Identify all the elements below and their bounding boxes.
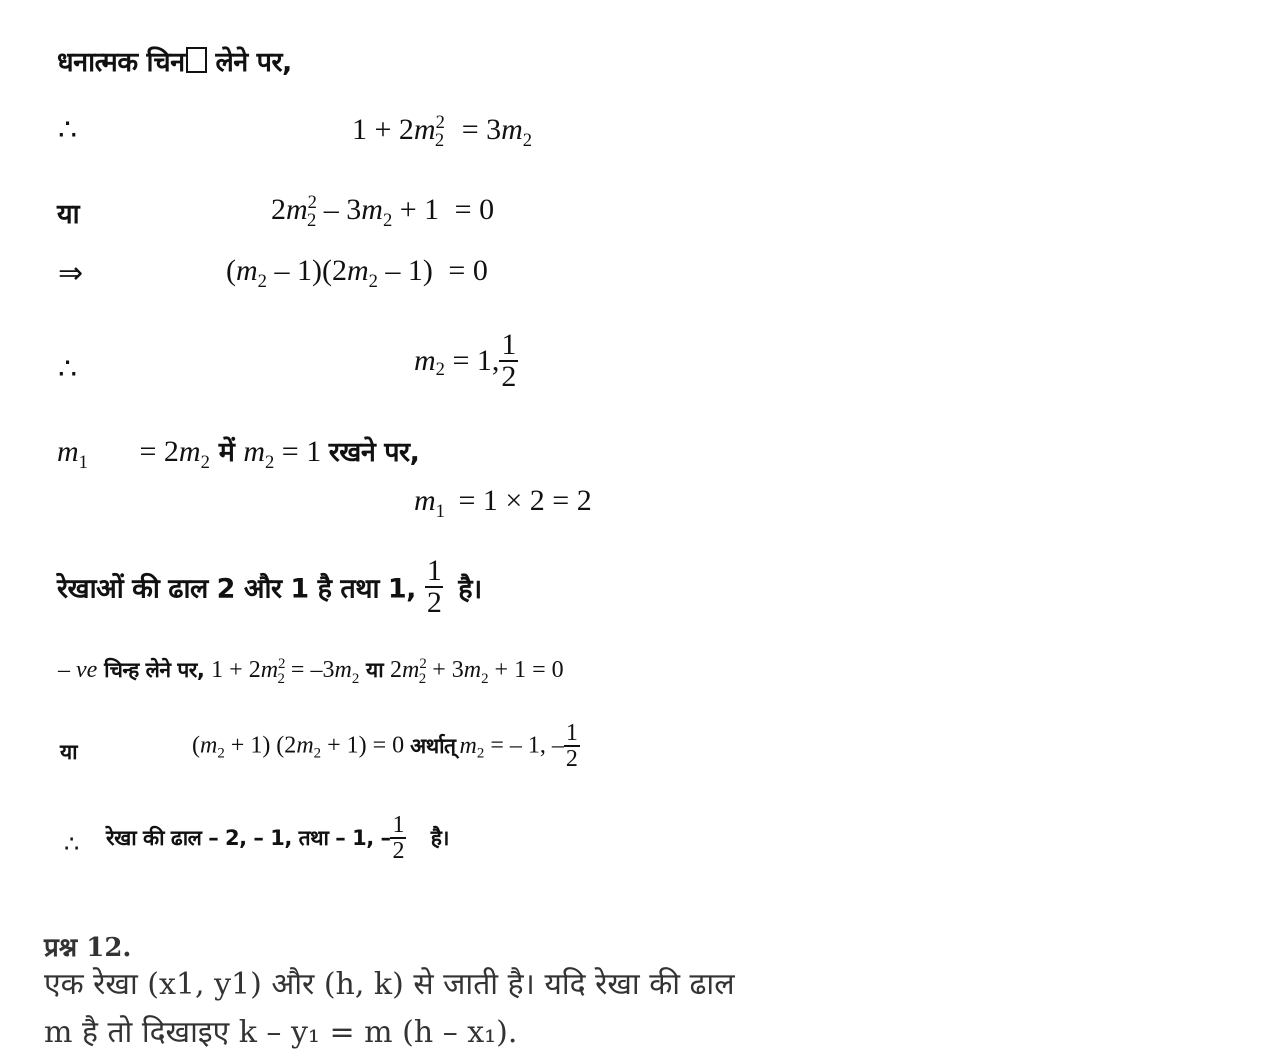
line9-a: – ve [58,657,98,683]
final-slopes-line [106,813,449,863]
line9-var1: m [260,657,279,683]
line9-var2: m [334,657,352,683]
line10-sub2: 2 [313,745,322,762]
equation-line-7 [414,484,592,523]
therefore-symbol-2: ∴ [58,353,78,386]
line8-text: रेखाओं की ढाल 2 और 1 है तथा 1, [57,573,416,605]
eq2-lhs: 1 + 2 [352,113,414,146]
missing-glyph-box [186,47,207,73]
line1-text: धनात्मक चिन [57,47,185,78]
line9-var4: m [463,657,482,683]
line10-b: + 1) (2 [224,732,297,759]
word-ya-1: या [57,199,80,230]
line10-den: 2 [565,746,578,772]
eq4-var2: m [346,254,369,287]
line10-var1: m [200,732,218,759]
eq2-rhs-var: m [501,113,523,146]
therefore-symbol-3: ∴ [64,832,80,858]
eq5-den: 2 [501,360,517,393]
eq6-m1: m [57,435,79,468]
equation-line-2 [352,112,532,152]
line9-sub2: 2 [351,670,360,687]
eq2-sub: 2 [434,130,445,151]
eq5-var: m [414,344,436,377]
eq3-b: – 3 [323,193,362,226]
line9-b: चिन्ह लेने पर, [97,658,212,682]
eq4-mid: – 1)(2 [266,254,347,287]
line8-num: 1 [426,554,442,587]
line9-sub4: 2 [481,670,489,687]
eq3-sub: 2 [306,210,317,231]
eq6-var: m [178,435,201,468]
question-title: प्रश्न 12. [44,933,132,963]
eq7-eq: = 1 × 2 = 2 [458,484,592,517]
line10-sub1: 2 [217,745,225,762]
eq6-var2: m [243,435,265,468]
line10-c: + 1) = 0 [321,732,411,759]
line9-var3: m [402,657,420,683]
eq3-var: m [286,193,308,226]
line10-var2: m [296,732,314,759]
eq3-rhs: = 0 [454,193,495,226]
line11-num: 1 [392,812,404,838]
eq2-rhs: = 3 [461,113,502,146]
eq2-rhs-sub: 2 [522,130,533,151]
line9-d: = –3 [284,657,335,683]
eq2-var: m [413,113,436,146]
eq3-c: + 1 [399,193,440,226]
line9-g: + 3 [426,657,464,683]
line8-fraction [425,556,444,618]
word-ya-2: या [60,740,78,764]
eq7-sub: 1 [435,501,445,522]
eq3-var2: m [361,193,383,226]
line1-tail: लेने पर, [206,47,292,78]
line9-sup3: 2 [419,656,427,672]
eq4-rhs: = 0 [448,254,488,287]
eq6-text2: = 1 [274,435,329,468]
question-line-2: m है तो दिखाइए k – y₁ = m (h – x₁). [44,1015,518,1050]
line11-tail: है। [430,826,449,850]
line9-h: + 1 = 0 [488,657,564,683]
eq4-var1: m [236,254,258,287]
therefore-symbol-1: ∴ [58,114,78,147]
line11-den: 2 [392,838,404,864]
eq4-sub1: 2 [257,271,267,292]
line9-e: या [359,658,390,682]
line11-text: रेखा की ढाल – 2, – 1, तथा – 1, – [106,826,391,850]
equation-line-3 [271,192,494,232]
equation-line-4 [226,254,488,293]
negative-sign-line [58,656,564,688]
eq6-text1: में [209,437,244,468]
line9-sub3: 2 [418,670,427,687]
question-line-1: एक रेखा (x1, y1) और (h, k) से जाती है। यदि रेखा की ढाल [44,967,735,1002]
line10-num: 1 [565,720,578,746]
eq3-sup: 2 [307,192,317,213]
eq6-sub: 2 [200,452,210,473]
line9-c: 1 + 2 [211,657,261,683]
line10-var3: m [459,732,477,759]
eq4-close: – 1) [377,254,433,287]
eq6-m1-sub: 1 [78,452,88,473]
eq5-num: 1 [501,328,517,361]
slopes-statement [57,556,482,618]
line9-sup1: 2 [278,656,286,672]
line8-den: 2 [426,586,442,619]
line11-fraction [390,813,406,863]
line10-fraction [564,721,580,771]
eq5-fraction [499,330,518,392]
heading-positive-sign [57,42,292,79]
equation-line-6 [57,432,419,474]
line10-d: अर्थात् [410,734,456,758]
eq4-open: ( [226,254,236,287]
eq6-eq: = 2 [139,435,179,468]
line10-sub3: 2 [476,745,485,762]
eq3-a: 2 [271,193,286,226]
line9-f: 2 [390,657,402,683]
eq5-sub: 2 [435,358,445,380]
line10-a: ( [192,732,200,759]
line10-e: = – 1, – [484,732,564,759]
eq6-text3: रखने पर, [328,437,420,468]
line8-tail: है। [458,573,482,605]
eq6-sub2: 2 [264,452,275,473]
implies-symbol: ⇒ [58,257,84,290]
line9-sub1: 2 [277,670,285,687]
eq7-var: m [414,484,436,517]
eq5-eq: = 1, [452,344,500,377]
eq4-sub2: 2 [368,271,378,292]
eq2-sup: 2 [435,112,445,133]
eq3-sub2: 2 [382,210,393,231]
equation-line-5 [414,330,518,392]
equation-line-10 [192,721,580,771]
